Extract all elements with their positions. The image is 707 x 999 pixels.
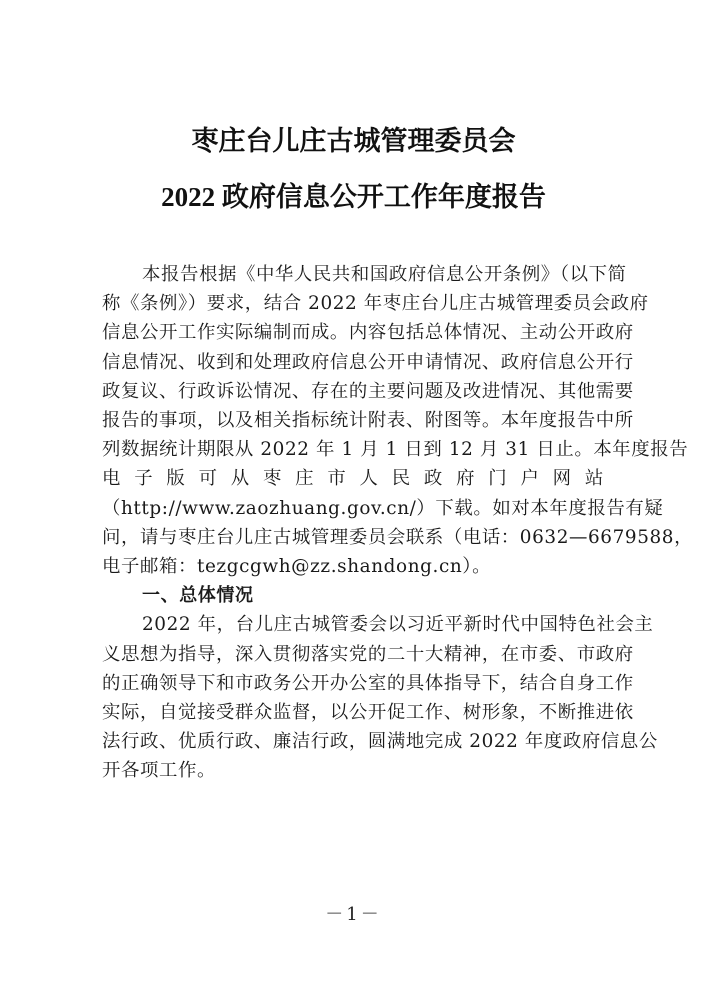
char: 庄 xyxy=(295,468,315,490)
intro-line: 称《条例》）要求，结合 2022 年枣庄台儿庄古城管理委员会政府 xyxy=(102,293,649,315)
overview-line: 义思想为指导，深入贯彻落实党的二十大精神，在市委、市政府 xyxy=(102,643,634,665)
char: 从 xyxy=(230,468,250,490)
char: 站 xyxy=(584,468,604,490)
overview-line: 开各项工作。 xyxy=(102,760,216,782)
intro-line-phone: 问，请与枣庄台儿庄古城管理委员会联系（电话：0632—6679588， xyxy=(102,526,694,548)
intro-line-website: （http://www.zaozhuang.gov.cn/）下载。如对本年度报告有疑 xyxy=(102,497,664,519)
char: 市 xyxy=(327,468,347,490)
char: 枣 xyxy=(262,468,282,490)
char: 电 xyxy=(102,468,121,490)
char: 户 xyxy=(520,468,540,490)
char: 可 xyxy=(198,468,218,490)
intro-line: 信息公开工作实际编制而成。内容包括总体情况、主动公开政府 xyxy=(102,322,634,344)
char: 政 xyxy=(423,468,443,490)
section-heading-overview: 一、总体情况 xyxy=(142,585,254,607)
char: 网 xyxy=(552,468,572,490)
overview-line: 实际，自觉接受群众监督，以公开促工作、树形象，不断推进依 xyxy=(102,702,634,724)
intro-paragraph xyxy=(102,260,694,581)
overview-paragraph xyxy=(102,610,658,785)
intro-line-spread xyxy=(102,464,604,493)
title-line-report: 2022 政府信息公开工作年度报告 xyxy=(161,182,546,212)
intro-line-email: 电子邮箱：tezgcgwh@zz.shandong.cn）。 xyxy=(102,556,492,578)
overview-line: 法行政、优质行政、廉洁行政，圆满地完成 2022 年度政府信息公 xyxy=(102,731,658,753)
intro-line: 报告的事项，以及相关指标统计附表、附图等。本年度报告中所 xyxy=(102,410,634,432)
char: 子 xyxy=(134,468,154,490)
char: 民 xyxy=(391,468,411,490)
intro-line: 列数据统计期限从 2022 年 1 月 1 日到 12 月 31 日止。本年度报告 xyxy=(102,439,689,461)
char: 府 xyxy=(456,468,476,490)
page-number: －1－ xyxy=(325,904,382,925)
intro-line: 政复议、行政诉讼情况、存在的主要问题及改进情况、其他需要 xyxy=(102,380,634,402)
title-line-organization: 枣庄台儿庄古城管理委员会 xyxy=(191,126,516,156)
intro-line: 本报告根据《中华人民共和国政府信息公开条例》（以下简 xyxy=(142,264,627,285)
char: 版 xyxy=(166,468,186,490)
report-body xyxy=(102,260,694,786)
char: 门 xyxy=(488,468,508,490)
intro-line: 信息情况、收到和处理政府信息公开申请情况、政府信息公开行 xyxy=(102,351,634,373)
overview-line: 2022 年，台儿庄古城管委会以习近平新时代中国特色社会主 xyxy=(142,614,654,636)
char: 人 xyxy=(359,468,379,490)
overview-line: 的正确领导下和市政务公开办公室的具体指导下，结合自身工作 xyxy=(102,672,634,694)
